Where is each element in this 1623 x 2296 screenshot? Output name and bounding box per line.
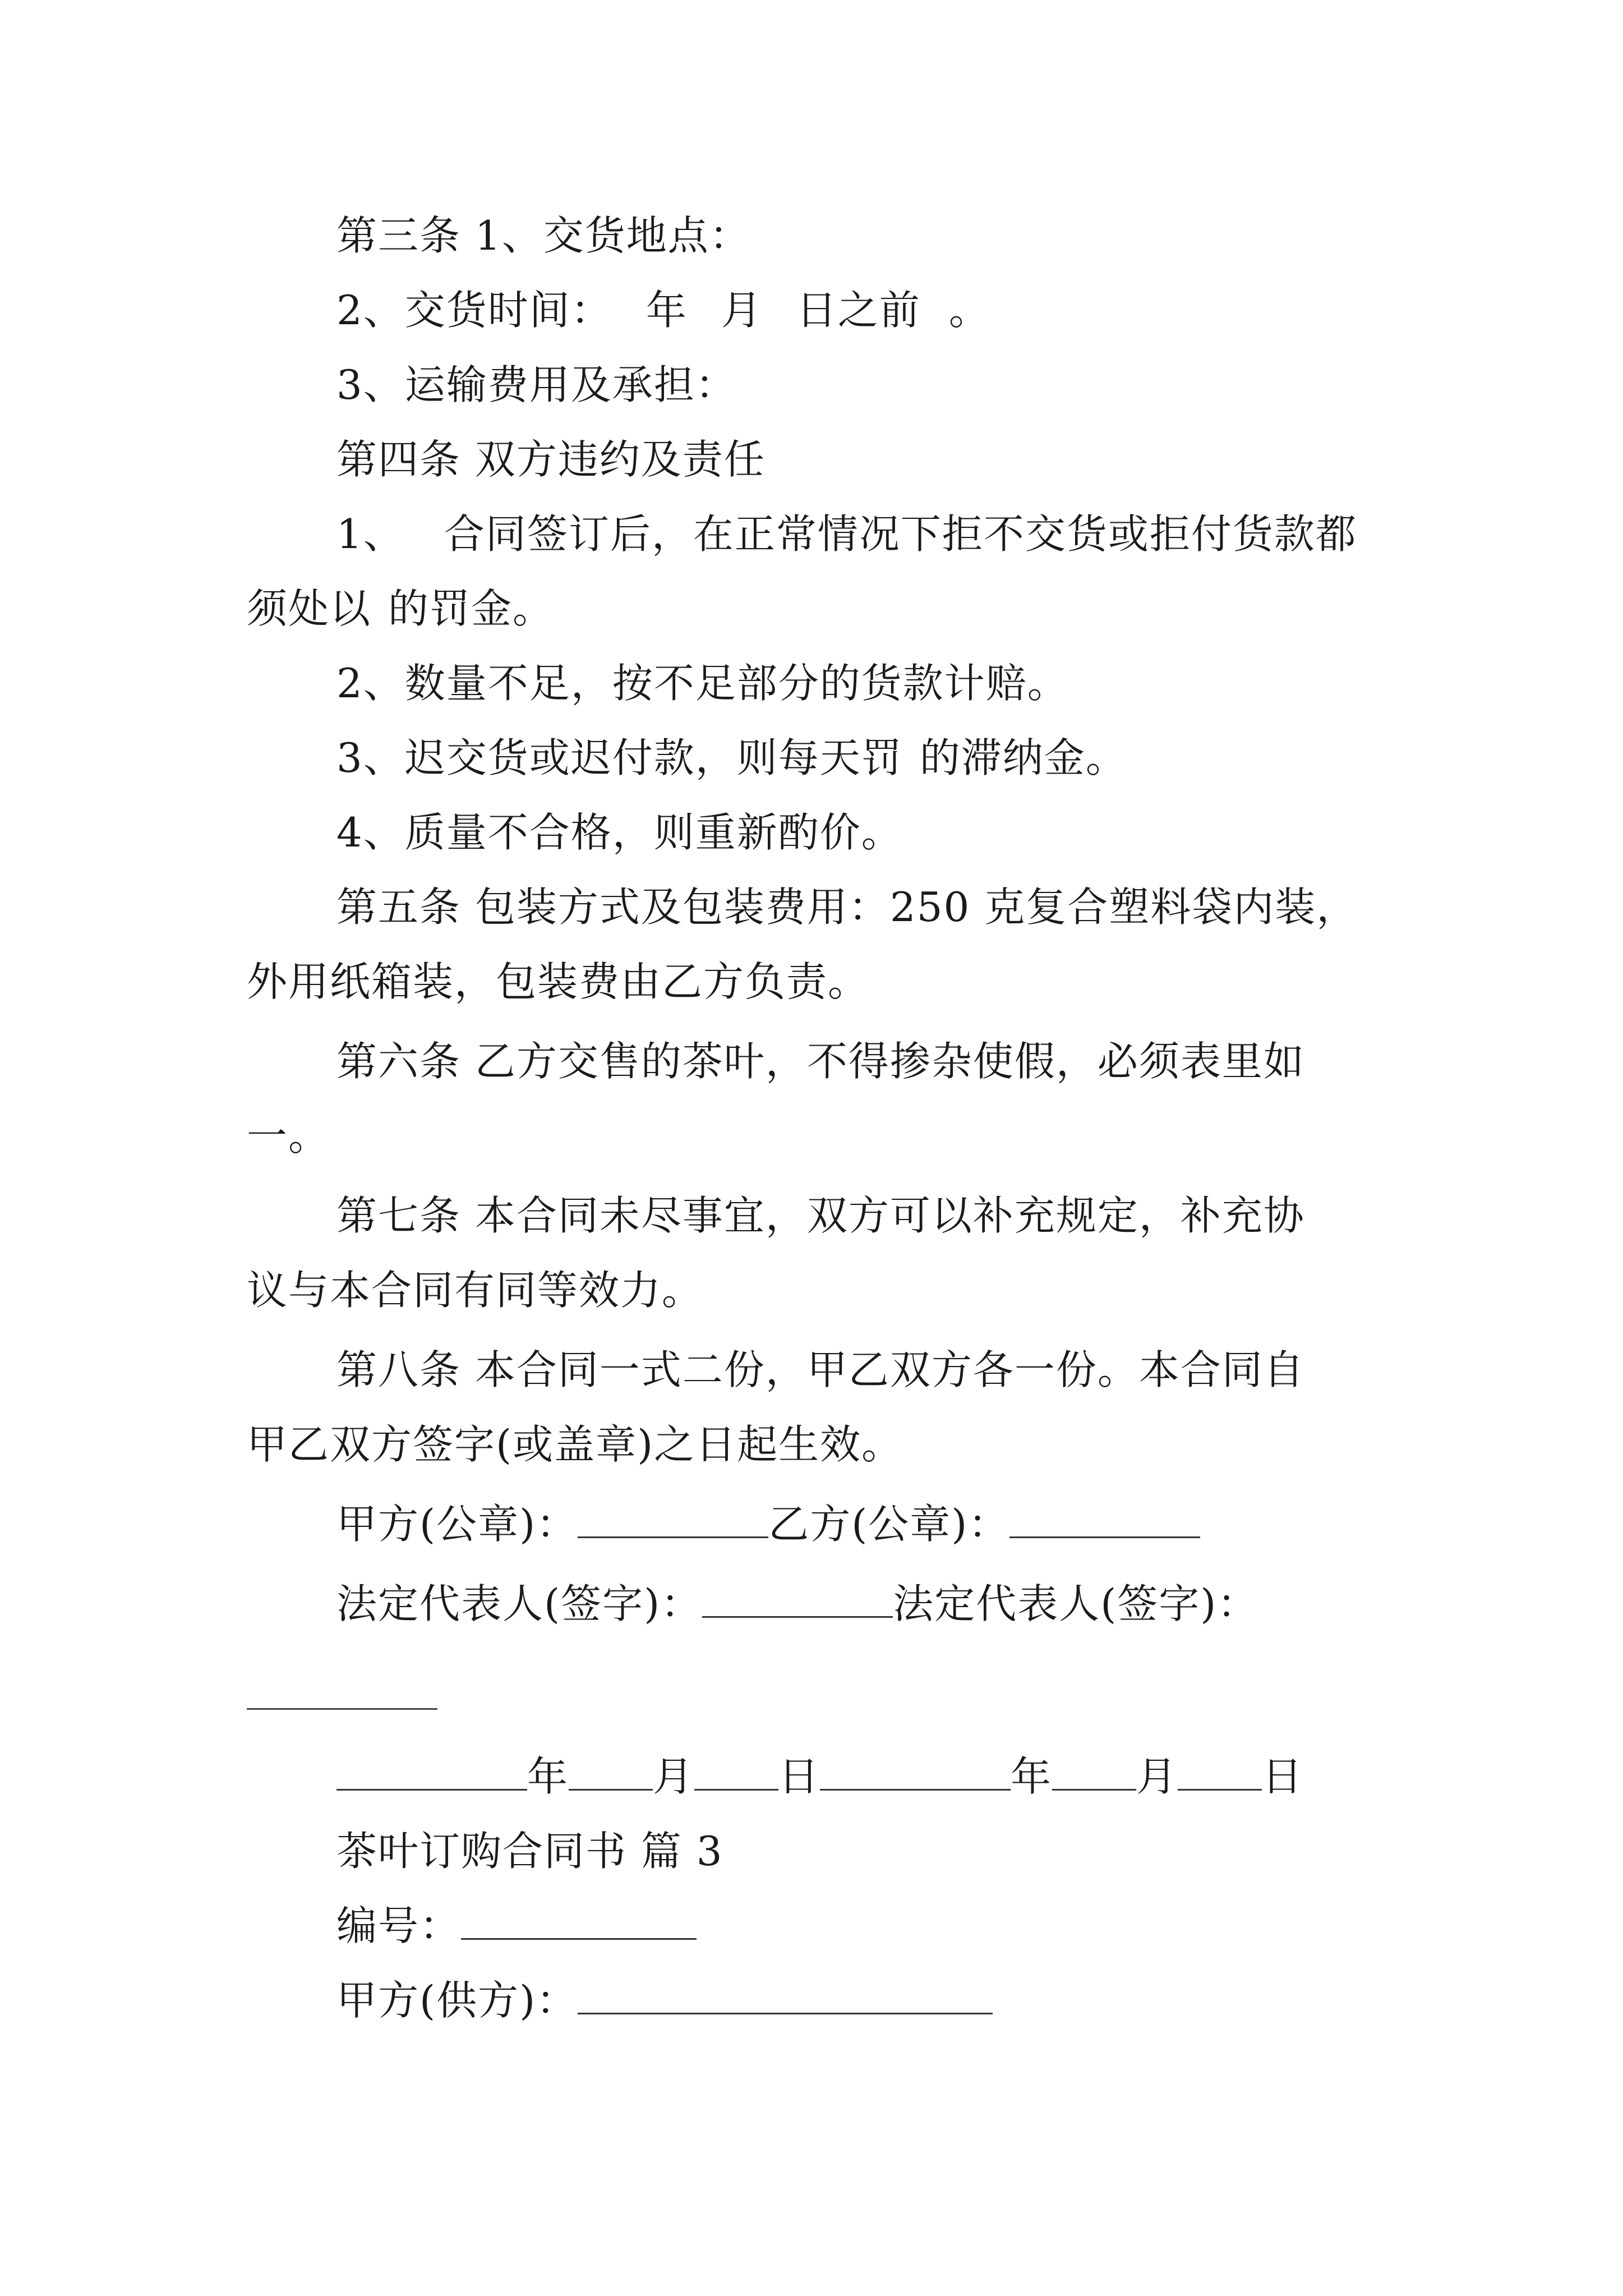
party-a-rep-label: 法定代表人(签字)：: [336, 1580, 703, 1627]
supplier-label: 甲方(供方)：: [336, 1977, 578, 2024]
article-3-item-1: 第三条 1、交货地点：: [336, 212, 751, 259]
day-label-b: 日: [1262, 1753, 1304, 1800]
period-text: 。: [948, 287, 990, 334]
year-blank-a: [336, 1755, 527, 1791]
section-title: 茶叶订购合同书 篇 3: [336, 1828, 723, 1875]
party-b-rep-blank: [247, 1708, 437, 1710]
year-text: 年: [645, 287, 688, 334]
article-5-line-1: 第五条 包装方式及包装费用：250 克复合塑料袋内装，: [336, 884, 1358, 931]
day-blank-b: [1178, 1755, 1262, 1791]
date-line: [336, 1749, 1303, 1805]
item-text: 合同签订后，在正常情况下拒不交货或拒付货款都: [444, 510, 1357, 558]
month-label-a: 月: [653, 1753, 695, 1800]
article-4-item-1-cont: [247, 581, 554, 637]
party-b-seal-blank: [1009, 1503, 1200, 1538]
party-a-seal-label: 甲方(公章)：: [336, 1501, 578, 1548]
party-b-seal-label: 乙方(公章)：: [768, 1501, 1010, 1548]
contract-number-label: 编号：: [336, 1902, 462, 1949]
year-blank-b: [820, 1755, 1011, 1791]
article-4-item-2: 2、数量不足，按不足部分的货款计赔。: [336, 660, 1069, 707]
late-fee-suffix: 的滞纳金。: [919, 734, 1127, 781]
article-3-item-2: [336, 282, 990, 338]
month-text: 月: [721, 287, 763, 334]
article-4-item-3: [336, 730, 1127, 786]
article-4-heading: 第四条 双方违约及责任: [336, 436, 766, 483]
party-a-seal-blank: [578, 1503, 768, 1538]
penalty-suffix: 的罚金。: [388, 585, 555, 632]
year-label-b: 年: [1011, 1753, 1053, 1800]
day-label-a: 日: [778, 1753, 820, 1800]
month-blank-b: [1052, 1755, 1136, 1791]
article-6-line-2: 一。: [247, 1112, 330, 1159]
article-5-line-2: 外用纸箱装，包装费由乙方负责。: [247, 958, 870, 1005]
party-b-rep-label: 法定代表人(签字)：: [893, 1580, 1259, 1627]
article-4-item-4: 4、质量不合格，则重新酌价。: [336, 809, 903, 856]
day-blank-a: [694, 1755, 778, 1791]
penalty-prefix: 须处以: [247, 585, 372, 632]
month-label-b: 月: [1136, 1753, 1178, 1800]
article-8-line-2: 甲乙双方签字(或盖章)之日起生效。: [247, 1421, 903, 1468]
representative-line: [336, 1576, 1258, 1632]
contract-number-line: [336, 1898, 697, 1954]
party-a-rep-blank: [702, 1582, 893, 1618]
article-7-line-1: 第七条 本合同未尽事宜，双方可以补充规定，补充协: [336, 1192, 1305, 1239]
article-8-line-1: 第八条 本合同一式二份，甲乙双方各一份。本合同自: [336, 1346, 1305, 1393]
article-4-item-1: [336, 506, 1357, 562]
item-number: 1、: [336, 510, 405, 558]
day-before-text: 日之前: [796, 287, 921, 334]
supplier-blank: [578, 1979, 993, 2014]
contract-number-blank: [461, 1904, 697, 1940]
article-6-line-1: 第六条 乙方交售的茶叶，不得掺杂使假，必须表里如: [336, 1038, 1305, 1085]
seal-line: [336, 1496, 1200, 1552]
late-fee-prefix: 3、迟交货或迟付款，则每天罚: [336, 734, 903, 781]
delivery-time-label: 2、交货时间：: [336, 287, 612, 334]
month-blank-a: [569, 1755, 653, 1791]
year-label-a: 年: [527, 1753, 569, 1800]
supplier-line: [336, 1972, 993, 2028]
article-7-line-2: 议与本合同有同等效力。: [247, 1267, 704, 1314]
article-3-item-3: 3、运输费用及承担：: [336, 361, 737, 408]
